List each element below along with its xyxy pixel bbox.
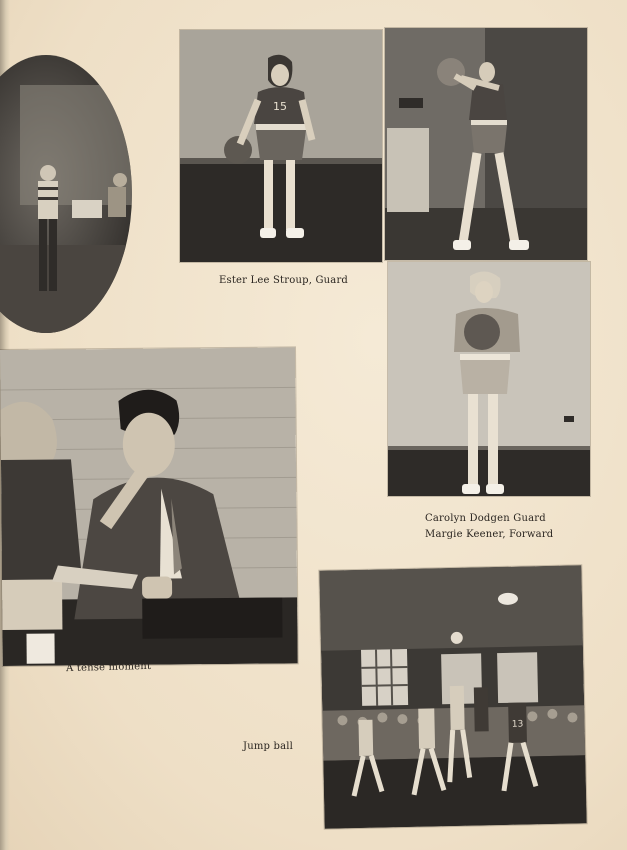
jersey-number-jump: 13: [511, 719, 524, 730]
caption-keener: Margie Keener, Forward: [425, 529, 554, 540]
jersey-number-stroup: 15: [273, 100, 287, 113]
photo-jump-ball: [319, 565, 586, 828]
caption-jump-ball: Jump ball: [243, 741, 294, 752]
photo-player-shooting: [385, 28, 587, 260]
photo-player-holding-ball: [388, 262, 590, 496]
photo-stroup-dribbling: [180, 30, 382, 262]
caption-stroup: Ester Lee Stroup, Guard: [219, 275, 349, 286]
caption-dodgen: Carolyn Dodgen Guard: [425, 513, 546, 524]
photo-coach-tense-moment: [0, 347, 298, 666]
circle-photo-referee: [0, 55, 132, 333]
caption-tense-moment: A tense moment: [65, 660, 152, 675]
